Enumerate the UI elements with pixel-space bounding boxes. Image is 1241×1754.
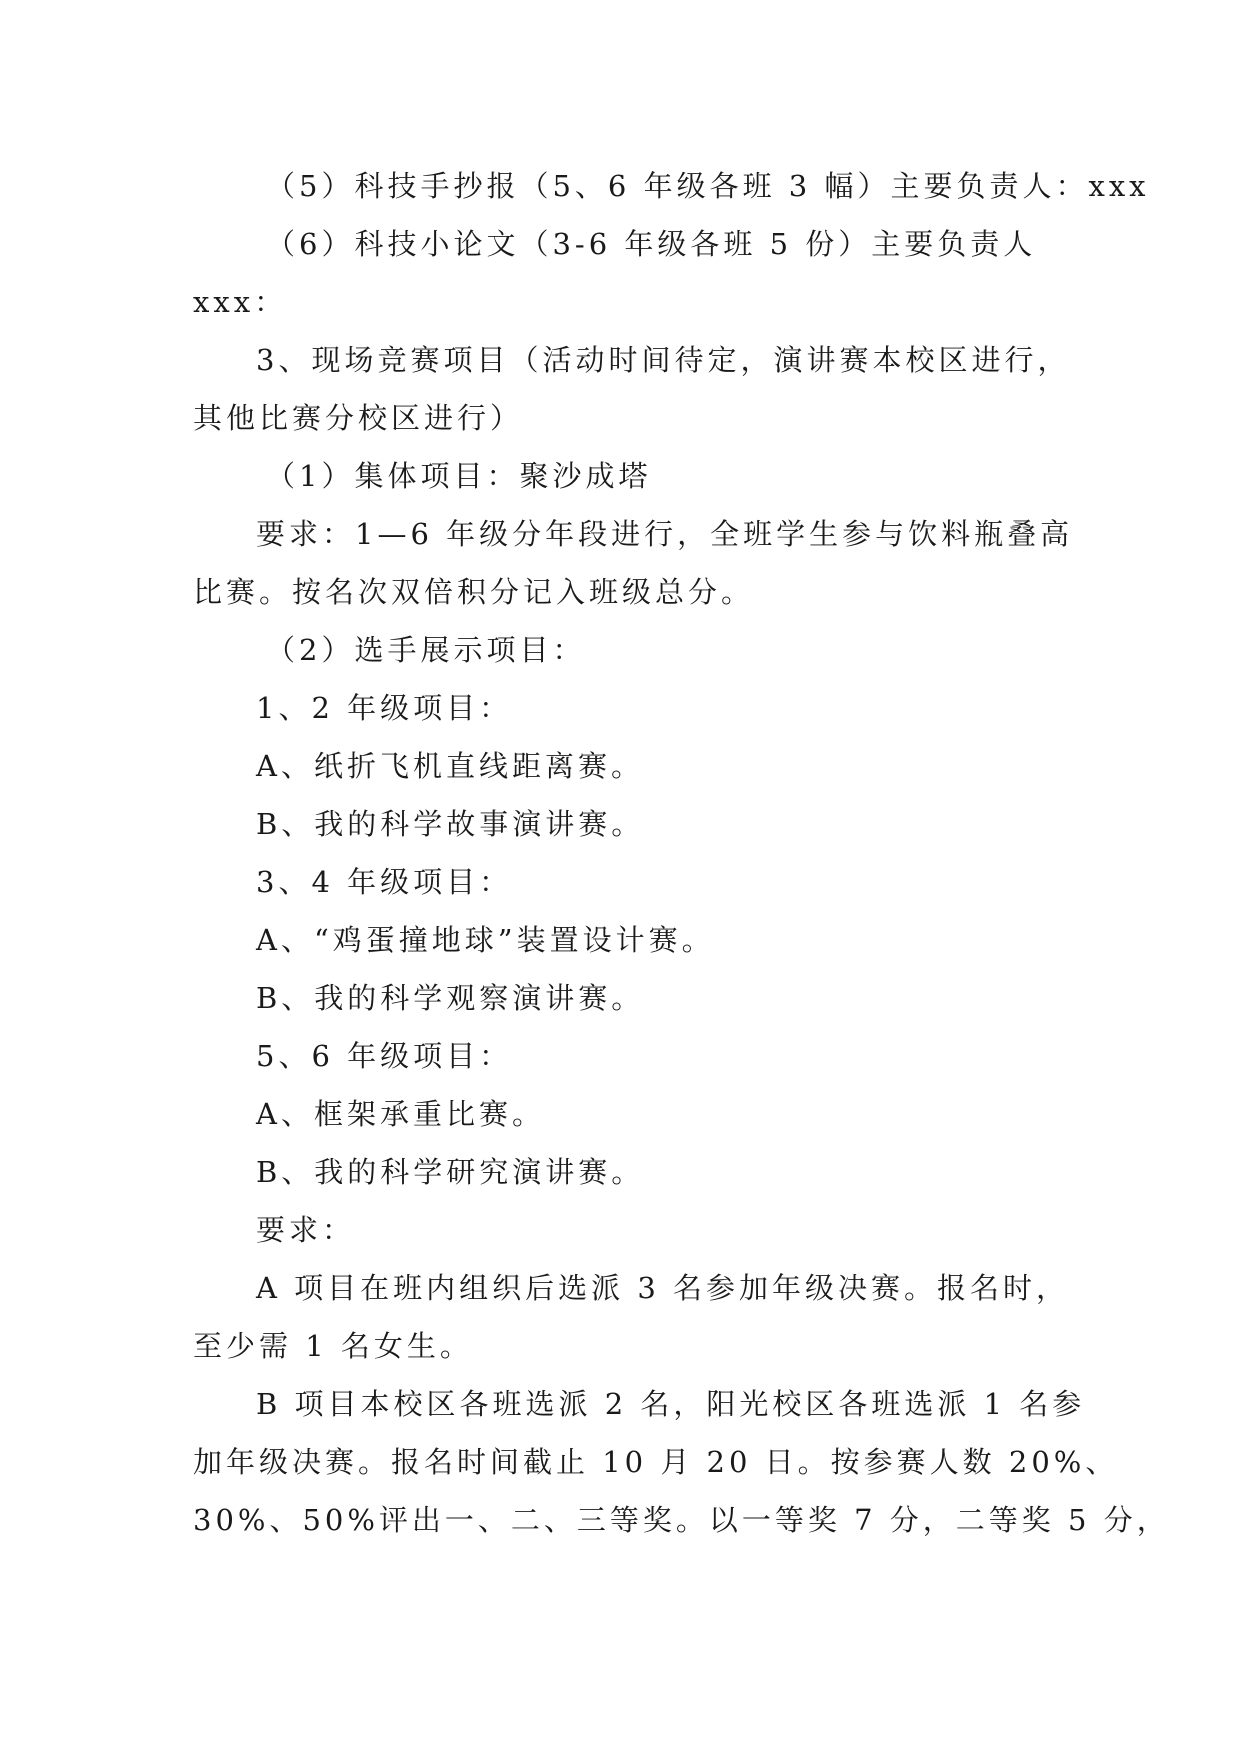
item-tech-essay: （6）科技小论文（3-6 年级各班 5 份）主要负责人 (266, 227, 1037, 261)
requirements-heading: 要求： (256, 1213, 356, 1247)
grade-heading-1-2: 1、2 年级项目： (256, 691, 513, 725)
section-heading-onsite-cont: 其他比赛分校区进行） (193, 401, 524, 435)
paragraph-requirement-1: 要求：1—6 年级分年段进行，全班学生参与饮料瓶叠高 (256, 517, 1074, 551)
paragraph-requirement-1-cont: 比赛。按名次双倍积分记入班级总分。 (193, 575, 755, 609)
list-item: B、我的科学故事演讲赛。 (256, 807, 645, 841)
paragraph-b-project-cont2: 30%、50%评出一、二、三等奖。以一等奖 7 分，二等奖 5 分， (193, 1503, 1170, 1537)
list-item: B、我的科学观察演讲赛。 (256, 981, 645, 1015)
section-heading-onsite: 3、现场竞赛项目（活动时间待定，演讲赛本校区进行， (256, 343, 1071, 377)
paragraph-b-project: B 项目本校区各班选派 2 名，阳光校区各班选派 1 名参 (256, 1387, 1086, 1421)
list-item: A、纸折飞机直线距离赛。 (256, 749, 644, 783)
list-item: A、“鸡蛋撞地球”装置设计赛。 (256, 923, 715, 957)
grade-heading-3-4: 3、4 年级项目： (256, 865, 513, 899)
item-tech-essay-cont: xxx： (193, 285, 288, 319)
paragraph-a-project: A 项目在班内组织后选派 3 名参加年级决赛。报名时， (256, 1271, 1070, 1305)
paragraph-a-project-cont: 至少需 1 名女生。 (193, 1329, 473, 1363)
subheading-group-project: （1）集体项目：聚沙成塔 (266, 459, 652, 493)
item-tech-poster: （5）科技手抄报（5、6 年级各班 3 幅）主要负责人：xxx (266, 169, 1150, 203)
grade-heading-5-6: 5、6 年级项目： (256, 1039, 513, 1073)
list-item: A、框架承重比赛。 (256, 1097, 545, 1131)
subheading-player-showcase: （2）选手展示项目： (266, 633, 586, 667)
list-item: B、我的科学研究演讲赛。 (256, 1155, 645, 1189)
paragraph-b-project-cont: 加年级决赛。报名时间截止 10 月 20 日。按参赛人数 20%、 (193, 1445, 1119, 1479)
